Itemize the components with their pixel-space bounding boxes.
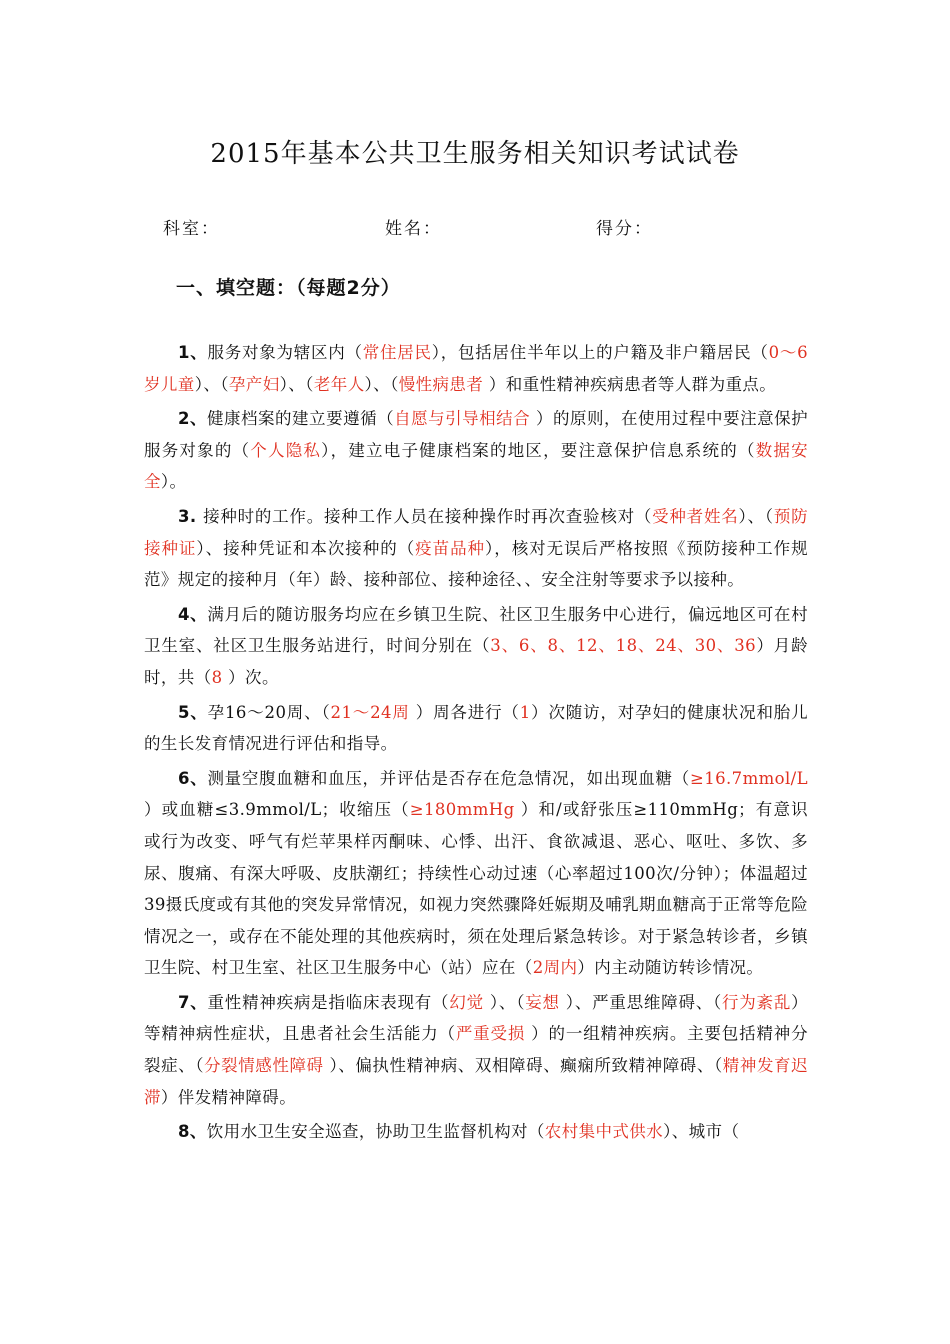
question-text: ）月龄时，共（ — [144, 636, 808, 687]
question-3 — [144, 501, 808, 596]
answer-text: 1 — [519, 702, 531, 722]
answer-text: 2周内 — [532, 958, 578, 978]
answer-text: 0～6岁儿童 — [144, 343, 809, 394]
question-text: ）、（ — [738, 506, 774, 526]
answer-text: 个人隐私 — [250, 440, 322, 460]
question-number: 6、 — [178, 768, 208, 788]
question-text: ）、偏执性精神病、双相障碍、癫痫所致精神障碍、（ — [329, 1056, 723, 1076]
question-text: ），建立电子健康档案的地区，要注意保护信息系统的（ — [321, 440, 756, 460]
question-number: 2、 — [178, 409, 207, 429]
question-text: 服务对象为辖区内（ — [207, 343, 363, 362]
question-text: ）周各进行（ — [415, 702, 520, 722]
question-text: ）、（ — [279, 374, 314, 394]
question-text: ）的原则，在使用过程中要注意保护服务对象的（ — [144, 409, 808, 460]
question-text: ）内主动随访转诊情况。 — [577, 958, 764, 978]
answer-text: 8 — [211, 667, 223, 687]
question-number: 7、 — [178, 992, 208, 1012]
question-text: 健康档案的建立要遵循（ — [207, 409, 395, 429]
question-text: ）的一组精神疾病。主要包括精神分裂症、（ — [144, 1024, 809, 1076]
department-label: 科室： — [163, 219, 220, 239]
question-text: ），包括居住半年以上的户籍及非户籍居民（ — [431, 343, 769, 362]
answer-text: 21～24周 — [330, 702, 416, 722]
question-text: 孕16～20周、（ — [207, 702, 331, 722]
answer-text: 慢性病患者 — [398, 374, 489, 394]
question-2 — [144, 403, 808, 498]
answer-text: 分裂情感性障碍 — [204, 1056, 330, 1076]
answer-text: 幻觉 — [449, 992, 490, 1012]
name-label: 姓名： — [385, 219, 442, 239]
question-text: 接种时的工作。接种工作人员在接种操作时再次查验核对（ — [203, 506, 653, 526]
question-text: ）、（ — [489, 992, 526, 1012]
question-text: ）或血糖≤3.9mmol/L；收缩压（ — [144, 800, 410, 820]
page-title: 2015年基本公共卫生服务相关知识考试试卷 — [210, 139, 740, 169]
answer-text: 疫苗品种 — [415, 538, 486, 558]
answer-text: 预防接种证 — [144, 506, 808, 558]
question-7 — [144, 987, 808, 1113]
section-title: 一、填空题：（每题2分） — [176, 277, 401, 299]
answer-text: ≥180mmHg — [409, 800, 521, 820]
question-text: 饮用水卫生安全巡查，协助卫生监督机构对（ — [206, 1122, 545, 1142]
question-text: ）等精神病性症状，且患者社会生活能力（ — [144, 992, 809, 1044]
question-text: ）、（ — [194, 374, 229, 394]
question-text: 测量空腹血糖和血压，并评估是否存在危急情况，如出现血糖（ — [207, 768, 691, 788]
question-text: ）、接种凭证和本次接种的（ — [196, 538, 416, 558]
answer-text: 常住居民 — [362, 343, 432, 362]
question-number: 1、 — [178, 343, 208, 362]
score-label: 得分： — [596, 219, 653, 239]
question-1 — [144, 337, 808, 400]
question-text: ）次。 — [222, 667, 279, 687]
question-text: ）、（ — [364, 374, 399, 394]
answer-text: 3、6、8、12、18、24、30、36 — [490, 636, 757, 656]
answer-text: ≥16.7mmol/L — [690, 768, 808, 788]
question-number: 5、 — [178, 702, 208, 722]
question-text: ）和/或舒张压≥110mmHg；有意识或行为改变、呼气有烂苹果样丙酮味、心悸、出汗、食欲减退、恶心、呕吐、多饮、多尿、腹痛、有深大呼吸、皮肤潮红；持续性心动过速（心率超过100次/分钟）；体温超过39摄氏度或有其他的突发异常情况，如视力突然骤降妊娠期及哺乳期血糖高于正常等危险情况之一，或存在不能处理的其他疾病时，须在处理后紧急转诊。对于紧急转诊者，乡镇卫生院、村卫生室、社区卫生服务中心（站）应在（ — [144, 800, 808, 978]
question-8 — [144, 1116, 808, 1148]
question-text: ）、城市（ — [663, 1122, 740, 1142]
answer-text: 精神发育迟滞 — [144, 1056, 809, 1107]
question-text: ）伴发精神障碍。 — [160, 1087, 297, 1107]
answer-text: 严重受损 — [455, 1024, 532, 1044]
answer-text: 自愿与引导相结合 — [394, 409, 536, 429]
answer-text: 妄想 — [525, 992, 566, 1012]
question-number: 3. — [178, 506, 204, 526]
question-text: 满月后的随访服务均应在乡镇卫生院、社区卫生服务中心进行，偏远地区可在村卫生室、社区卫生服务站进行，时间分别在（ — [144, 604, 809, 656]
question-6 — [144, 763, 808, 984]
answer-text: 数据安全 — [144, 440, 809, 492]
question-text: ）。 — [160, 472, 187, 492]
question-list — [144, 337, 808, 1151]
question-number: 8、 — [178, 1122, 207, 1142]
question-text: 重性精神疾病是指临床表现有（ — [207, 992, 450, 1012]
question-text: ）、严重思维障碍、（ — [565, 992, 723, 1012]
answer-text: 孕产妇 — [228, 374, 280, 394]
question-number: 4、 — [178, 604, 208, 624]
question-text: ），核对无误后严格按照《预防接种工作规范》规定的接种月（年）龄、接种部位、接种途径、、安全注射等要求予以接种。 — [144, 538, 808, 590]
question-text: ）和重性精神疾病患者等人群为重点。 — [488, 374, 777, 394]
answer-text: 农村集中式供水 — [544, 1122, 664, 1142]
question-5 — [144, 697, 808, 760]
question-4 — [144, 599, 808, 694]
question-text: ）次随访，对孕妇的健康状况和胎儿的生长发育情况进行评估和指导。 — [144, 702, 809, 754]
answer-text: 受种者姓名 — [652, 506, 739, 526]
answer-text: 行为紊乱 — [722, 992, 792, 1012]
answer-text: 老年人 — [313, 374, 365, 394]
